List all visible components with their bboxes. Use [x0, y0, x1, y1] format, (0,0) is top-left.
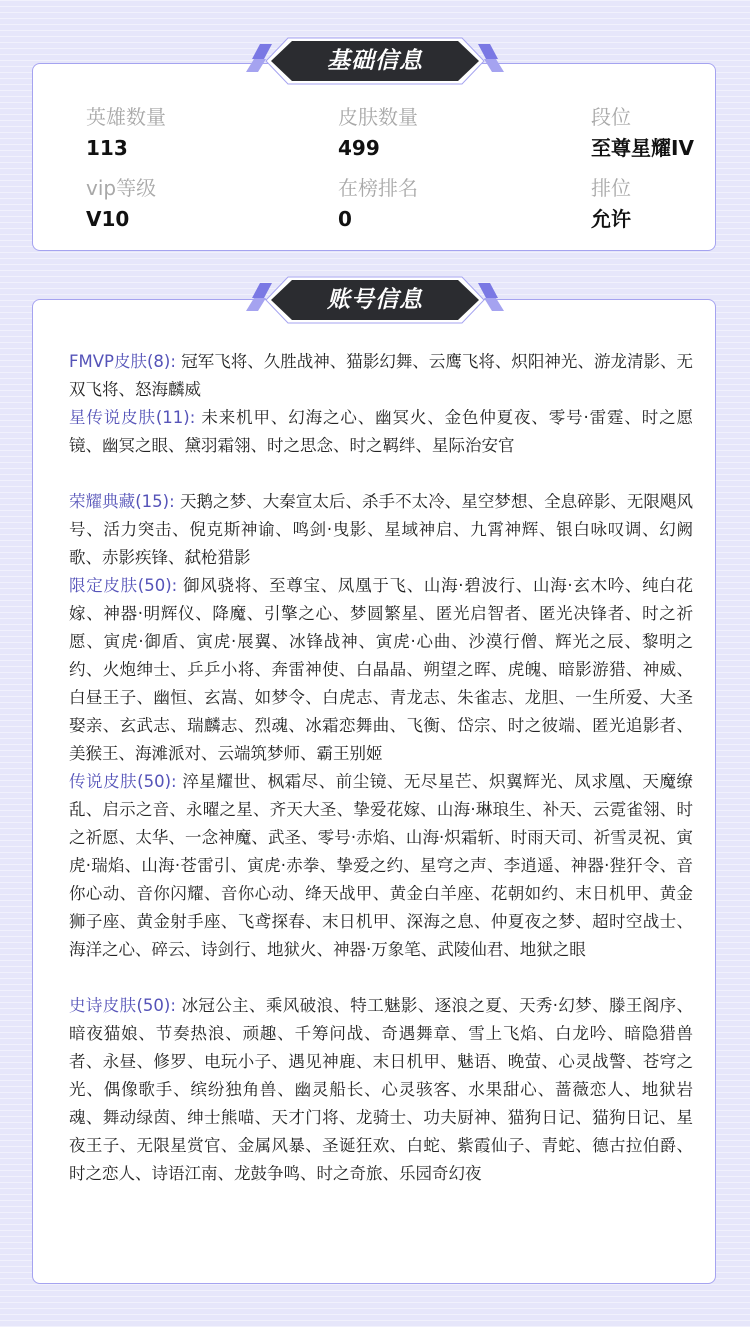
stat-label: 在榜排名: [338, 176, 418, 200]
stat-vip-level: [86, 175, 156, 232]
stat-ranked-allowed: [591, 175, 631, 232]
skin-category-glory-collection: [69, 488, 693, 572]
skin-category-fmvp: [69, 348, 693, 404]
category-items: 御风骁将、至尊宝、凤凰于飞、山海·碧波行、山海·玄木吟、纯白花嫁、神器·明辉仪、降魔、引擎之心、梦圆繁星、匿光启智者、匿光决锋者、时之祈愿、寅虎·御盾、寅虎·展翼、冰锋战神、寅虎·心曲、沙漠行僧、辉光之辰、黎明之约、火炮绅士、乒乒小将、奔雷神使、白晶晶、朔望之晖、虎魄、暗影游猎、神威、白昼王子、幽恒、玄嵩、如梦令、白虎志、青龙志、朱雀志、龙胆、一生所爱、大圣娶亲、玄武志、瑞麟志、烈魂、冰霜恋舞曲、飞衡、岱宗、时之彼端、匿光追影者、美猴王、海滩派对、云端筑梦师、霸王别姬: [69, 576, 694, 763]
stat-hero-count: [86, 104, 166, 161]
stat-label: 皮肤数量: [338, 105, 418, 129]
skin-category-star-legend: [69, 404, 693, 460]
stat-label: 段位: [591, 105, 631, 129]
account-info-banner: [246, 276, 504, 324]
account-info-card: [32, 299, 716, 1284]
category-label: 限定皮肤(50):: [69, 576, 178, 595]
category-label: 传说皮肤(50):: [69, 772, 177, 791]
category-items: 冠军飞将、久胜战神、猫影幻舞、云鹰飞将、炽阳神光、游龙清影、无双飞将、怒海麟威: [69, 352, 694, 399]
section-title: 账号信息: [327, 287, 423, 313]
category-label: 史诗皮肤(50):: [69, 996, 176, 1015]
stat-value: 113: [86, 136, 128, 160]
stat-skin-count: [338, 104, 418, 161]
basic-info-banner: [246, 37, 504, 85]
category-label: 荣耀典藏(15):: [69, 492, 175, 511]
stat-value: 499: [338, 136, 380, 160]
skin-category-legend: [69, 768, 693, 964]
basic-info-card: [32, 63, 716, 251]
stat-rank-tier: [591, 104, 694, 161]
skin-category-epic: [69, 992, 693, 1188]
stat-leaderboard-rank: [338, 175, 418, 232]
category-items: 天鹅之梦、大秦宣太后、杀手不太冷、星空梦想、全息碎影、无限飓风号、活力突击、倪克斯神谕、鸣剑·曳影、星域神启、九霄神辉、银白咏叹调、幻阙歌、赤影疾锋、弑枪猎影: [69, 492, 693, 567]
category-items: 冰冠公主、乘风破浪、特工魅影、逐浪之夏、天秀·幻梦、滕王阁序、暗夜猫娘、节奏热浪、顽趣、千筹问战、奇遇舞章、雪上飞焰、白龙吟、暗隐猎兽者、永昼、修罗、电玩小子、遇见神鹿、末日机甲、魅语、晚萤、心灵战警、苍穹之光、偶像歌手、缤纷独角兽、幽灵船长、心灵骇客、水果甜心、蔷薇恋人、地狱岩魂、舞动绿茵、绅士熊喵、天才门将、龙骑士、功夫厨神、猫狗日记、猫狗日记、星夜王子、无限星赏官、金属风暴、圣诞狂欢、白蛇、紫霞仙子、青蛇、德古拉伯爵、时之恋人、诗语江南、龙鼓争鸣、时之奇旅、乐园奇幻夜: [69, 996, 694, 1183]
category-items: 淬星耀世、枫霜尽、前尘镜、无尽星芒、炽翼辉光、凤求凰、天魔缭乱、启示之音、永曜之星、齐天大圣、挚爱花嫁、山海·琳琅生、补天、云霓雀翎、时之祈愿、太华、一念神魔、武圣、零号·赤焰、山海·炽霜斩、时雨天司、祈雪灵祝、寅虎·瑞焰、山海·苍雷引、寅虎·赤拳、挚爱之约、星穹之声、李逍遥、神器·狴犴令、音你心动、音你闪耀、音你心动、绛天战甲、黄金白羊座、花朝如约、末日机甲、黄金狮子座、黄金射手座、飞鸢探春、末日机甲、深海之息、仲夏夜之梦、超时空战士、海洋之心、碎云、诗剑行、地狱火、神器·万象笔、武陵仙君、地狱之眼: [69, 772, 694, 959]
category-label: FMVP皮肤(8):: [69, 352, 176, 371]
stat-label: 英雄数量: [86, 105, 166, 129]
stat-value: 至尊星耀IV: [591, 136, 694, 160]
stat-label: 排位: [591, 176, 631, 200]
category-label: 星传说皮肤(11):: [69, 408, 196, 427]
stat-label: vip等级: [86, 176, 157, 200]
category-items: 未来机甲、幻海之心、幽冥火、金色仲夏夜、零号·雷霆、时之愿镜、幽冥之眼、黛羽霜翎、时之思念、时之羁绊、星际治安官: [69, 408, 693, 455]
skin-category-limited: [69, 572, 693, 768]
stat-value: 0: [338, 207, 352, 231]
stat-value: 允许: [591, 207, 631, 231]
skin-list: [69, 348, 693, 1188]
section-title: 基础信息: [327, 48, 423, 74]
stat-value: V10: [86, 207, 130, 231]
